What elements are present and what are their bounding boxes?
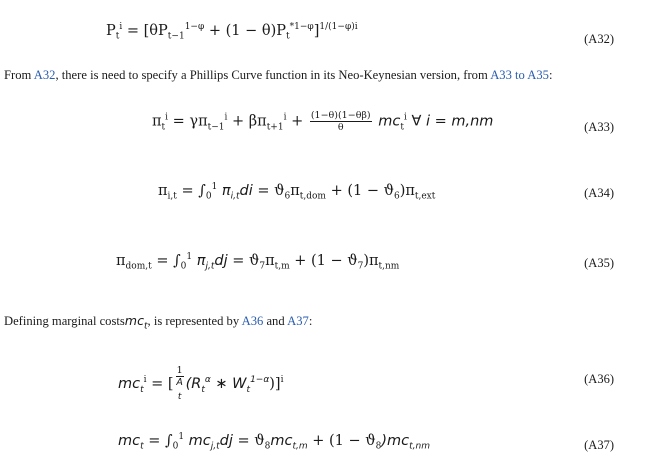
ref-link[interactable]: A36 xyxy=(241,314,264,328)
ref-link[interactable]: A33 to A35 xyxy=(490,68,549,82)
equation-number: (A33) xyxy=(584,120,614,134)
equation-number: (A34) xyxy=(584,186,614,200)
ref-link[interactable]: A37 xyxy=(287,314,309,328)
equation-number: (A37) xyxy=(584,438,614,452)
fraction: $\frac{(1-\theta)(1-\theta\beta)}{\theta}$ xyxy=(310,110,371,133)
equation-number: (A36) xyxy=(584,372,614,386)
equation-a34: $\pi_{i,t} = \int_0^1$ $\pi_{i,t}di = ϑ_6\pi_{t,dom} + (1 - ϑ_6)\pi_{t,ext}$ xyxy=(158,182,436,202)
ref-link[interactable]: A32 xyxy=(33,68,56,82)
equation-a32: $P_t^i = [\theta P_{t-1}^{1-\varphi} + (1 - \theta)P_t^{*1-\varphi}]^{1/(1-\varphi)i}$ xyxy=(106,22,358,42)
equation-number: (A35) xyxy=(584,256,614,270)
equation-a37: $mc_t = \int_0^1$ $mc_{j,t}dj = ϑ_8mc_{t,m} + (1 - ϑ_8)mc_{t,nm}$ xyxy=(118,432,430,452)
equation-a35: $\pi_{dom,t} = \int_0^1$ $\pi_{j,t}dj = ϑ_7\pi_{t,m} + (1 - ϑ_7)\pi_{t,nm}$ xyxy=(116,252,400,272)
equation-number: (A32) xyxy=(584,32,614,46)
paragraph-marginal-costs: Defining marginal costsmc$_t$, is represented by A36 and A37: xyxy=(4,313,313,332)
fraction: 1 A $_t$ xyxy=(176,365,183,402)
equation-a36: $mc_t^i$ = [ 1 A $_t$ ($R_t^\alpha$ ∗ $W_t^{1-\alpha})]^i$ xyxy=(118,365,284,402)
paragraph-phillips-curve: From A32, there is need to specify a Phillips Curve function in its Neo-Keynesian version, from A33 to A35: xyxy=(4,68,553,82)
equation-a33: $\pi_t^i = \gamma\pi_{t-1}^i + \beta\pi_{t+1}^i$ + $\frac{(1-\theta)(1-\theta\beta)}{\theta}$ $mc_t^i$ ∀ i = m,nm xyxy=(152,110,494,133)
